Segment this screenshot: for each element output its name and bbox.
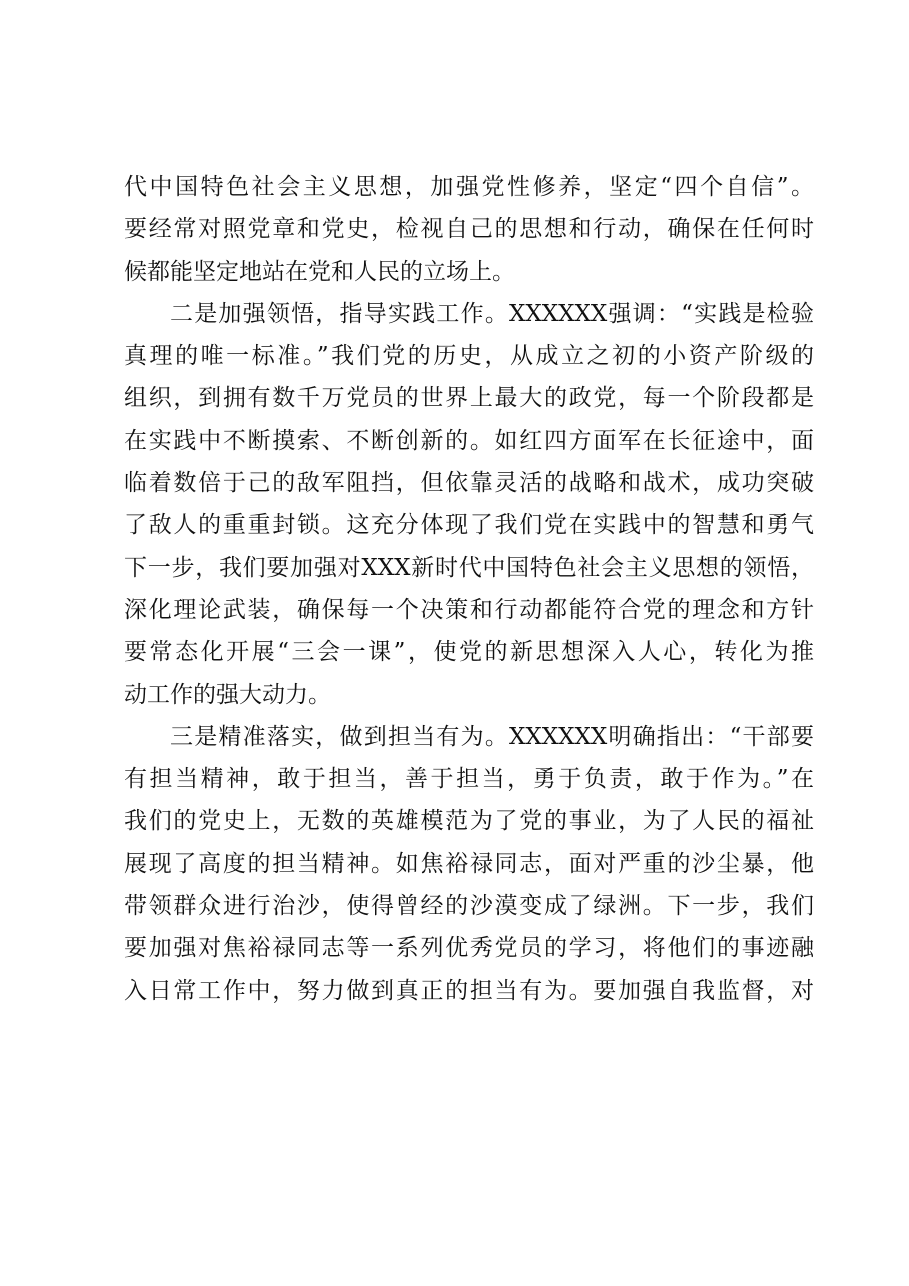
text-line: 真理的唯一标准。”我们党的历史，从成立之初的小资产阶级的 [124,343,814,370]
text-line: 候都能坚定地站在党和人民的立场上。 [124,258,515,285]
text-line: 要常态化开展“三会一课”，使党的新思想深入人心，转化为推 [124,639,814,666]
document-body [124,166,814,1012]
paragraph-first-line: 二是加强领悟，指导实践工作。XXXXXX强调：“实践是检验 [170,300,814,327]
text-line: 动工作的强大动力。 [124,681,331,708]
text-line: 要经常对照党章和党史，检视自己的思想和行动，确保在任何时 [124,216,814,243]
text-line: 有担当精神，敢于担当，善于担当，勇于负责，敢于作为。”在 [124,766,814,793]
text-line: 了敌人的重重封锁。这充分体现了我们党在实践中的智慧和勇气 [124,512,814,539]
text-line: 组织，到拥有数千万党员的世界上最大的政党，每一个阶段都是 [124,385,814,412]
text-line: 代中国特色社会主义思想，加强党性修养，坚定“四个自信”。 [124,174,814,200]
text-line: 带领群众进行治沙，使得曾经的沙漠变成了绿洲。下一步，我们 [124,893,814,920]
text-line: 深化理论武装，确保每一个决策和行动都能符合党的理念和方针 [124,596,814,623]
text-line: 入日常工作中，努力做到真正的担当有为。要加强自我监督，对 [124,977,814,1004]
text-line: 我们的党史上，无数的英雄模范为了党的事业，为了人民的福祉 [124,808,814,835]
text-line: 下一步，我们要加强对XXX新时代中国特色社会主义思想的领悟， [124,554,814,581]
text-line: 展现了高度的担当精神。如焦裕禄同志，面对严重的沙尘暴，他 [124,850,814,877]
text-line: 临着数倍于己的敌军阻挡，但依靠灵活的战略和战术，成功突破 [124,470,814,497]
paragraph-first-line: 三是精准落实，做到担当有为。XXXXXX明确指出：“干部要 [170,723,814,750]
text-line: 要加强对焦裕禄同志等一系列优秀党员的学习，将他们的事迹融 [124,935,814,962]
text-line: 在实践中不断摸索、不断创新的。如红四方面军在长征途中，面 [124,427,814,454]
